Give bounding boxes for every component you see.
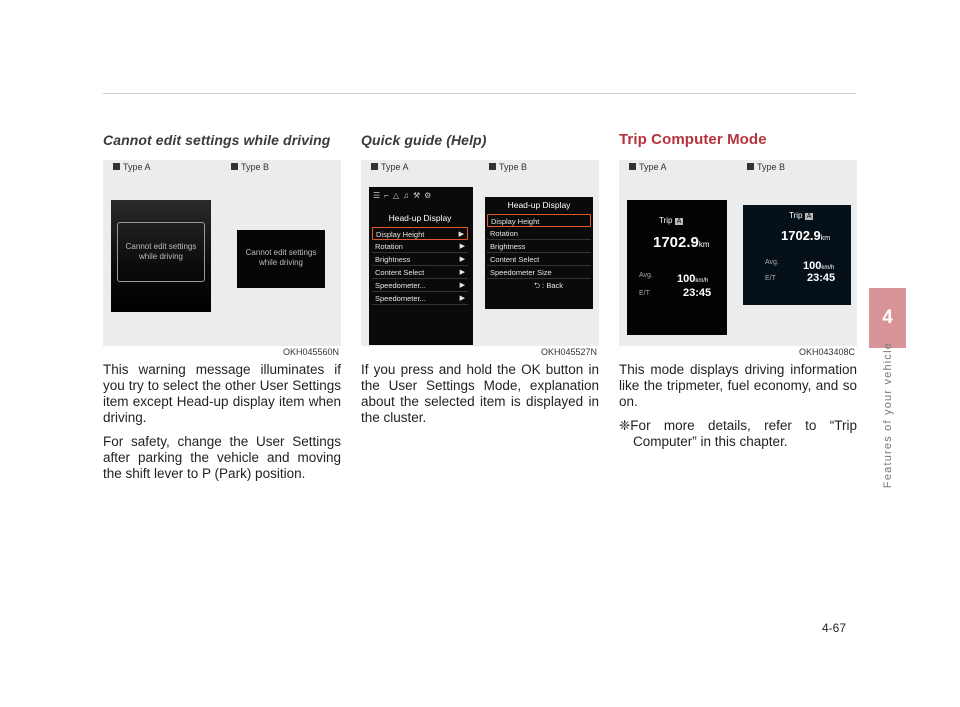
hud-menu-b <box>487 200 591 292</box>
avg-speed: 100km/h <box>677 273 709 285</box>
light-icon: △ <box>392 191 403 200</box>
arrow-right-icon: ▶ <box>459 269 465 276</box>
menu-item[interactable]: Display Height <box>487 214 591 227</box>
section-cannot-edit <box>103 128 341 490</box>
back-button[interactable]: ⮌ : Back <box>534 281 563 290</box>
menu-title: Head-up Display <box>507 200 571 210</box>
type-a-label: Type A <box>113 162 151 172</box>
avg-label: Avg. <box>639 272 653 279</box>
figure-code: OKH045560N <box>282 347 339 357</box>
section-body <box>103 362 341 482</box>
gear-icon: ⚙ <box>424 191 436 200</box>
section-heading: Quick guide (Help) <box>361 132 487 148</box>
cluster-screen-a <box>111 200 211 312</box>
menu-item[interactable]: Brightness ▶ <box>372 253 468 266</box>
arrow-right-icon: ▶ <box>459 295 465 302</box>
figure-code: OKH043408C <box>798 347 855 357</box>
trip-distance: 1702.9km <box>781 228 831 243</box>
section-heading: Cannot edit settings while driving <box>103 132 331 148</box>
reference-note: ❈For more details, refer to “Trip Computer” in this chapter. <box>619 418 857 449</box>
section-trip-computer <box>619 128 857 458</box>
type-a-label: Type A <box>371 162 409 172</box>
elapsed-time: 23:45 <box>807 272 836 284</box>
section-body <box>619 362 857 450</box>
menu-item[interactable]: Speedometer... ▶ <box>372 292 468 305</box>
square-bullet-icon <box>747 163 754 170</box>
menu-item[interactable]: Rotation ▶ <box>372 240 468 253</box>
top-rule <box>103 93 856 94</box>
type-b-label: Type B <box>231 162 269 172</box>
page-number: 4-67 <box>822 621 847 635</box>
type-b-label: Type B <box>489 162 527 172</box>
warning-message-box: Cannot edit settings while driving <box>117 222 205 282</box>
menu-item[interactable]: Speedometer... ▶ <box>372 279 468 292</box>
menu-item[interactable]: Content Select <box>487 253 591 266</box>
menu-item[interactable]: Rotation <box>487 227 591 240</box>
chapter-tab[interactable]: 4 <box>869 288 906 348</box>
figure-quick-guide <box>361 160 599 357</box>
type-a-label: Type A <box>629 162 667 172</box>
paragraph: If you press and hold the OK button in the User Settings Mode, explanation about the selected item is displayed in the cluster. <box>361 362 599 425</box>
elapsed-time: 23:45 <box>683 287 712 299</box>
seat-icon: ⌐ <box>384 191 393 200</box>
trip-label: Trip A <box>659 216 682 225</box>
arrow-right-icon: ▶ <box>459 243 465 250</box>
square-bullet-icon <box>489 163 496 170</box>
paragraph: For safety, change the User Settings after parking the vehicle and moving the shift lever to P (Park) position. <box>103 434 341 481</box>
et-label: E/T <box>765 275 776 282</box>
square-bullet-icon <box>371 163 378 170</box>
wrench-icon: ⚒ <box>413 191 425 200</box>
cluster-screen-b <box>485 197 593 309</box>
type-b-label: Type B <box>747 162 785 172</box>
avg-label: Avg. <box>765 259 779 266</box>
figure-trip-computer <box>619 160 857 357</box>
settings-icon: ☰ <box>373 191 385 200</box>
back-arrow-icon: ⮌ <box>534 281 541 290</box>
trip-screen-a <box>627 200 727 335</box>
square-bullet-icon <box>629 163 636 170</box>
music-icon: ♫ <box>403 191 413 200</box>
menu-icon-bar <box>373 191 469 203</box>
section-body <box>361 362 599 426</box>
paragraph: This warning message illuminates if you try to select the other User Settings item except Head-up display item when driving. <box>103 362 341 425</box>
arrow-right-icon: ▶ <box>459 282 465 289</box>
trip-screen-b <box>743 205 851 305</box>
chapter-side-title: Features of your vehicle <box>882 341 894 489</box>
square-bullet-icon <box>113 163 120 170</box>
menu-title: Head-up Display <box>388 213 452 223</box>
figure-code: OKH045527N <box>540 347 597 357</box>
trip-label: Trip A <box>789 211 812 220</box>
trip-badge: A <box>806 213 812 220</box>
warning-message-text: Cannot edit settings while driving <box>245 248 317 267</box>
hud-menu-a <box>372 213 468 305</box>
et-label: E/T <box>639 290 650 297</box>
cluster-screen-b <box>237 230 325 288</box>
trip-badge: A <box>676 218 682 225</box>
menu-item[interactable]: Content Select ▶ <box>372 266 468 279</box>
trip-distance: 1702.9km <box>653 234 710 251</box>
avg-speed: 100km/h <box>803 260 835 272</box>
section-heading: Trip Computer Mode <box>619 131 767 148</box>
cluster-screen-a <box>369 187 473 345</box>
figure-cannot-edit <box>103 160 341 357</box>
arrow-right-icon: ▶ <box>459 256 465 263</box>
paragraph: This mode displays driving information like the tripmeter, fuel economy, and so on. <box>619 362 857 409</box>
arrow-right-icon: ▶ <box>458 231 464 238</box>
menu-item[interactable]: Speedometer Size <box>487 266 591 279</box>
menu-item[interactable]: Brightness <box>487 240 591 253</box>
square-bullet-icon <box>231 163 238 170</box>
menu-item[interactable]: Display Height ▶ <box>372 227 468 240</box>
section-quick-guide <box>361 128 599 434</box>
